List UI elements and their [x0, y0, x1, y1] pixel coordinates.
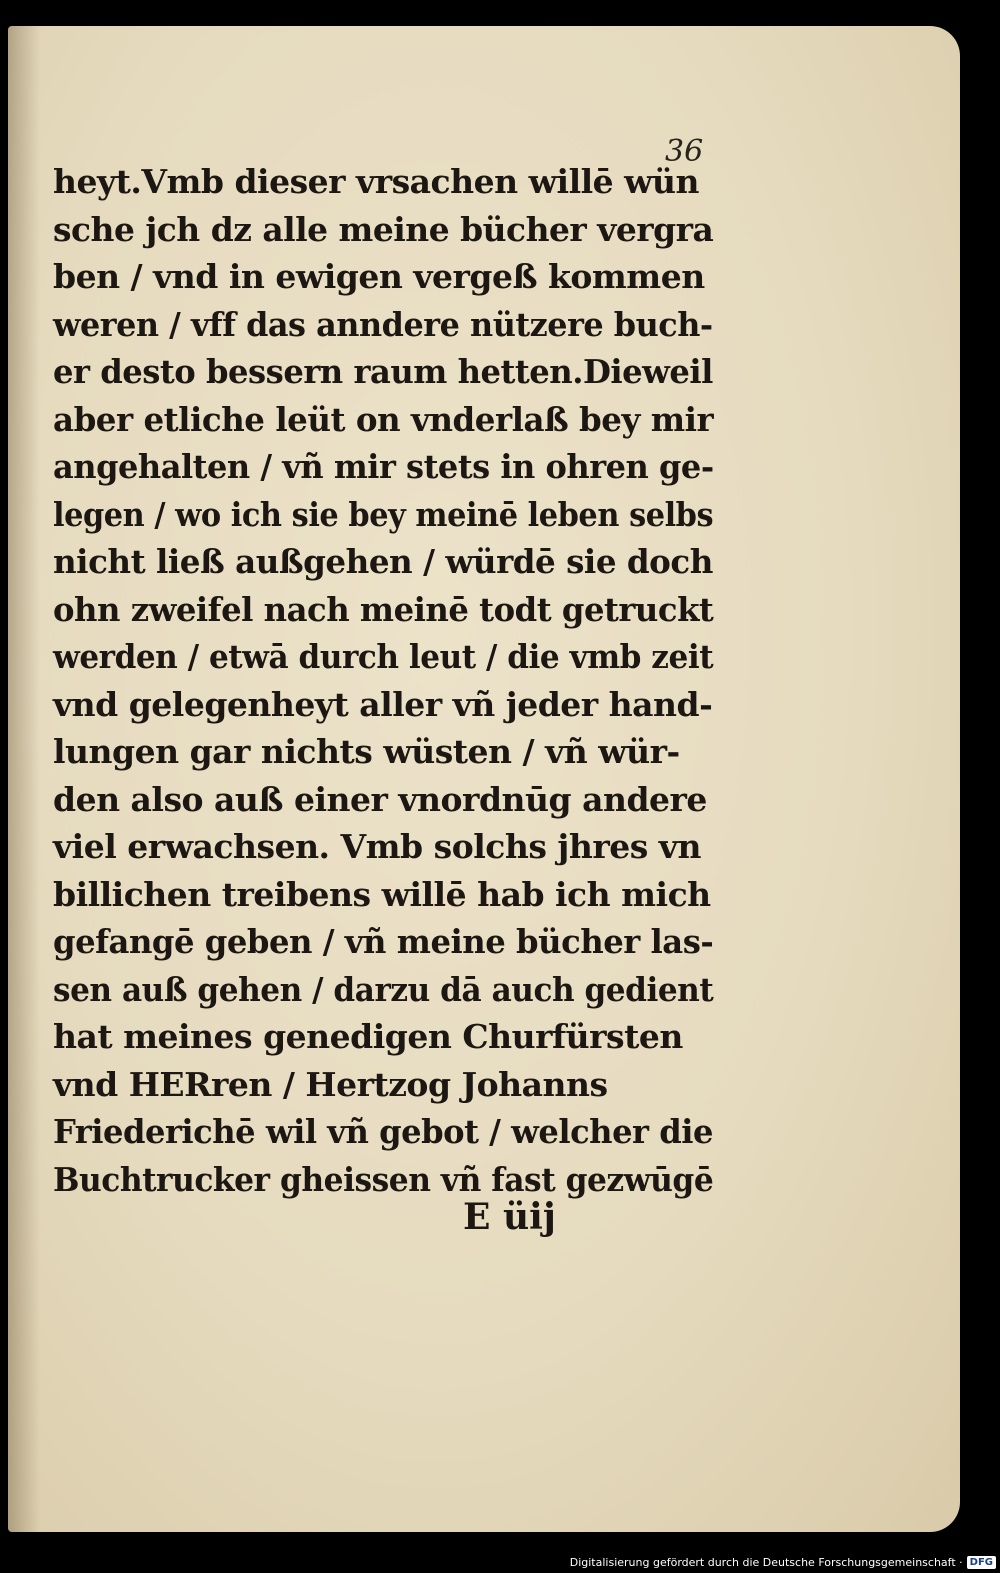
text-line: angehalten / vñ mir stets in ohren ge-: [53, 447, 714, 486]
text-line: aber etliche leüt on vnderlaß bey mir: [53, 399, 714, 439]
text-line: den also auß einer vnordnūg andere: [53, 779, 707, 819]
book-page: [8, 26, 960, 1532]
text-line: Buchtrucker gheissen vñ fast gezwūgē: [53, 1159, 714, 1199]
text-line: sche jch dz alle meine bücher vergra: [53, 209, 714, 249]
text-line: ben / vnd in ewigen vergeß kommen: [53, 257, 705, 296]
digitization-credit: [570, 1553, 996, 1571]
signature-mark: E üij: [463, 1196, 556, 1238]
folio-number: 36: [665, 134, 704, 169]
gutter-shadow: [8, 26, 40, 1532]
text-line: lungen gar nichts wüsten / vñ wür-: [53, 732, 680, 771]
text-line: vnd HERren / Hertzog Johanns: [53, 1064, 608, 1104]
text-line: sen auß gehen / darzu dā auch gedient: [53, 969, 714, 1009]
text-line: Friederichē wil vñ gebot / welcher die: [53, 1112, 713, 1151]
text-line: er desto bessern raum hetten.Dieweil: [53, 352, 713, 391]
text-line: ohn zweifel nach meinē todt getruckt: [53, 589, 714, 629]
text-line: legen / wo ich sie bey meinē leben selbs: [53, 494, 714, 534]
text-line: billichen treibens willē hab ich mich: [53, 874, 711, 914]
text-line: vnd gelegenheyt aller vñ jeder hand-: [53, 684, 713, 724]
text-line: viel erwachsen. Vmb solchs jhres vn: [53, 827, 701, 866]
text-line: hat meines genedigen Churfürsten: [53, 1017, 683, 1056]
credit-text: Digitalisierung gefördert durch die Deutsche Forschungsgemeinschaft ·: [569, 1555, 963, 1569]
text-line: nicht ließ außgehen / würdē sie doch: [53, 542, 713, 581]
page-text-block: [53, 158, 713, 1203]
text-line: werden / etwā durch leut / die vmb zeit: [53, 637, 714, 676]
text-line: heyt.Vmb dieser vrsachen willē wün: [53, 162, 700, 201]
text-line: weren / vff das anndere nützere buch-: [53, 304, 713, 344]
text-line: gefangē geben / vñ meine bücher las-: [53, 922, 714, 961]
dfg-logo: DFG: [967, 1556, 996, 1569]
